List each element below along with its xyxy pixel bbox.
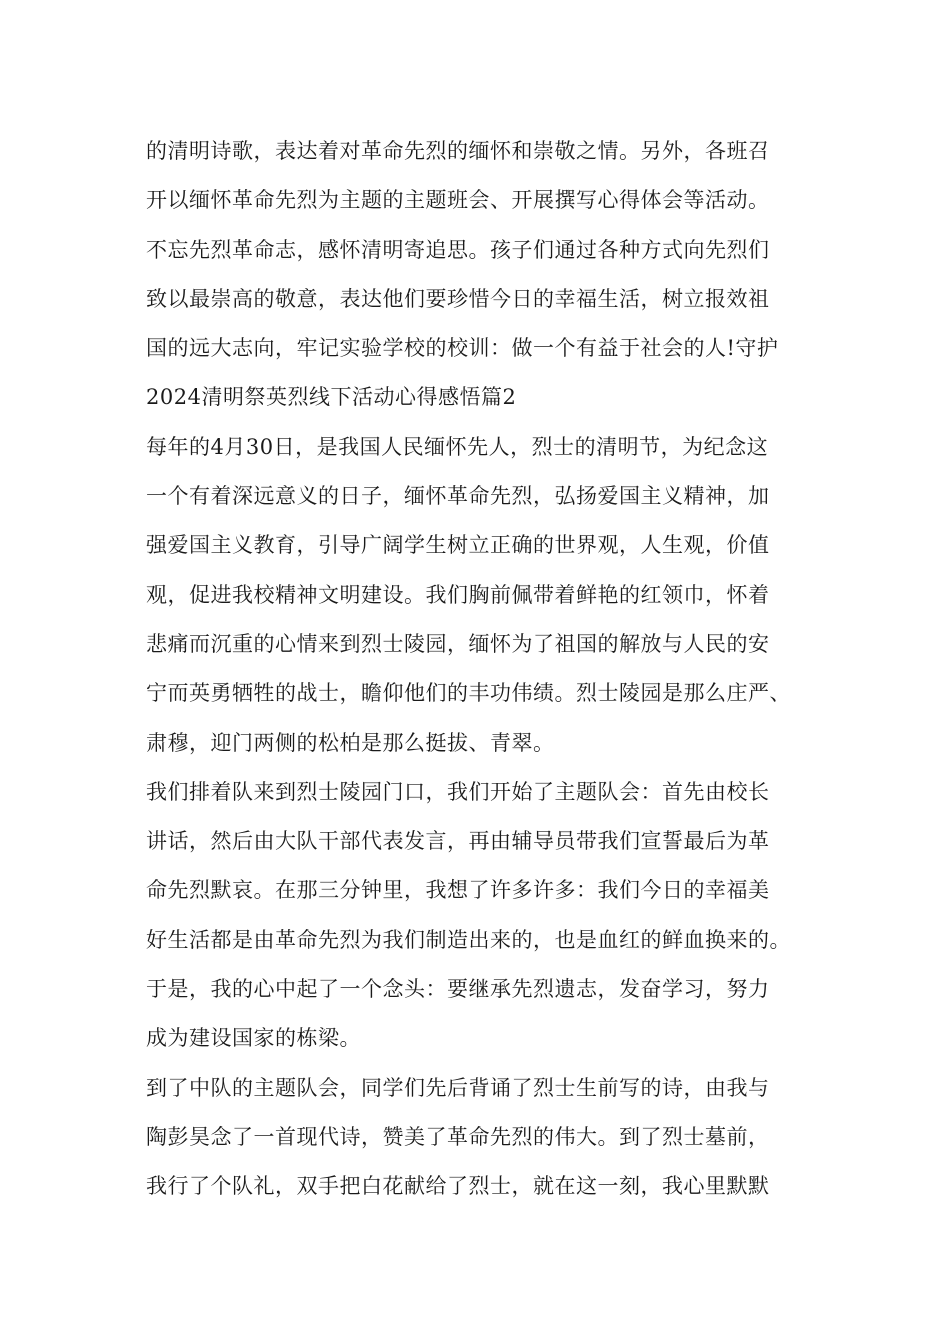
text-line: 一个有着深远意义的日子，缅怀革命先烈，弘扬爱国主义精神，加 xyxy=(146,484,770,509)
text-line: 讲话，然后由大队干部代表发言，再由辅导员带我们宣誓最后为革 xyxy=(146,829,770,854)
text-line: 开以缅怀革命先烈为主题的主题班会、开展撰写心得体会等活动。 xyxy=(146,188,770,213)
text-line: 强爱国主义教育，引导广阔学生树立正确的世界观，人生观，价值 xyxy=(146,533,770,558)
text-line: 宁而英勇牺牲的战士，瞻仰他们的丰功伟绩。烈士陵园是那么庄严、 xyxy=(146,681,791,706)
section-heading: 2024清明祭英烈线下活动心得感悟篇2 xyxy=(146,385,517,410)
text-line: 国的远大志向，牢记实验学校的校训：做一个有益于社会的人!守护 xyxy=(146,336,779,361)
text-line: 陶彭昊念了一首现代诗，赞美了革命先烈的伟大。到了烈士墓前， xyxy=(146,1124,770,1149)
text-line: 观，促进我校精神文明建设。我们胸前佩带着鲜艳的红领巾，怀着 xyxy=(146,582,770,607)
text-line: 不忘先烈革命志，感怀清明寄追思。孩子们通过各种方式向先烈们 xyxy=(146,237,770,262)
document-body xyxy=(146,127,826,1212)
text-line: 我们排着队来到烈士陵园门口，我们开始了主题队会：首先由校长 xyxy=(146,779,770,804)
text-line: 到了中队的主题队会，同学们先后背诵了烈士生前写的诗，由我与 xyxy=(146,1075,770,1100)
text-line: 每年的4月30日，是我国人民缅怀先人，烈士的清明节，为纪念这 xyxy=(146,434,769,459)
text-line: 的清明诗歌，表达着对革命先烈的缅怀和崇敬之情。另外，各班召 xyxy=(146,139,770,163)
text-line: 成为建设国家的栋梁。 xyxy=(146,1026,361,1051)
text-line: 于是，我的心中起了一个念头：要继承先烈遗志，发奋学习，努力 xyxy=(146,977,770,1002)
text-line: 致以最崇高的敬意，表达他们要珍惜今日的幸福生活，树立报效祖 xyxy=(146,286,770,311)
text-line: 悲痛而沉重的心情来到烈士陵园，缅怀为了祖国的解放与人民的安 xyxy=(146,631,770,656)
text-line: 命先烈默哀。在那三分钟里，我想了许多许多：我们今日的幸福美 xyxy=(146,878,770,903)
text-line: 好生活都是由革命先烈为我们制造出来的，也是血红的鲜血换来的。 xyxy=(146,927,791,952)
text-line: 我行了个队礼，双手把白花献给了烈士，就在这一刻，我心里默默 xyxy=(146,1174,770,1199)
text-line: 肃穆，迎门两侧的松柏是那么挺拔、青翠。 xyxy=(146,730,555,755)
